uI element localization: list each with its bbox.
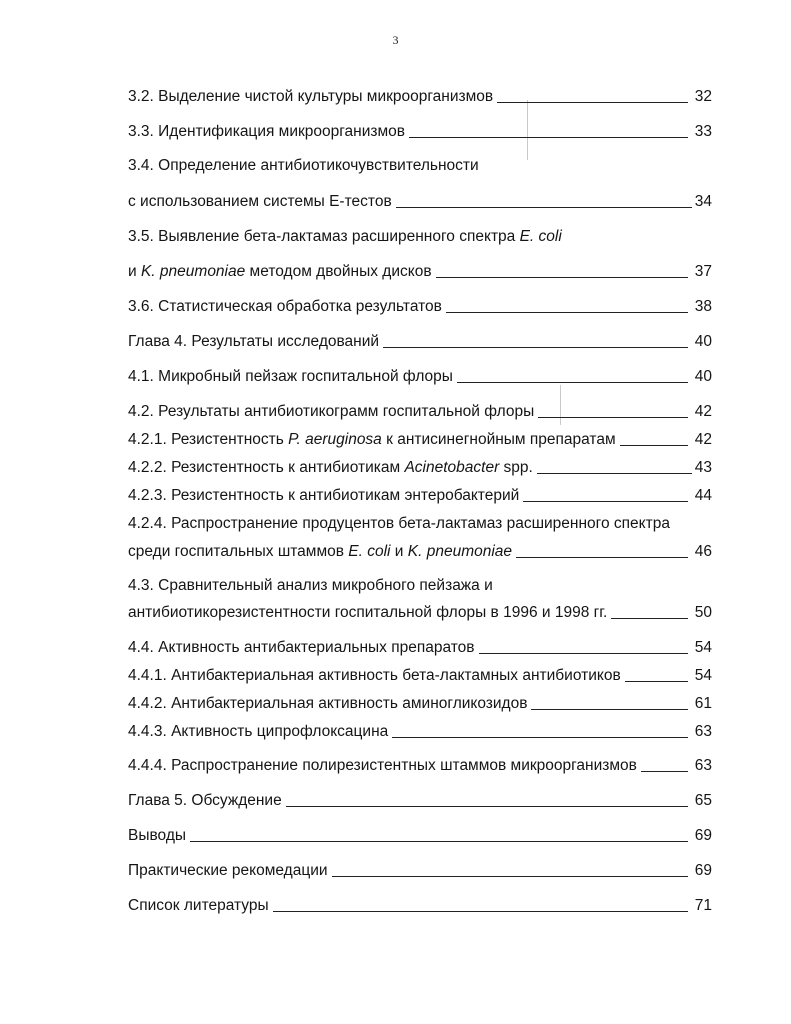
toc-entry[interactable] — [128, 425, 712, 449]
toc-entry-page: 38 — [694, 298, 712, 315]
toc-entry-title: 4.4.2. Антибактериальная активность аминогликозидов — [128, 695, 528, 712]
toc-entry[interactable] — [128, 257, 712, 281]
toc-entry-title: 3.5. Выявление бета-лактамаз расширенного спектра E. coli — [128, 228, 562, 245]
toc-entry-page: 50 — [694, 604, 712, 621]
page-number: 3 — [392, 33, 399, 47]
toc-entry-page: 33 — [694, 123, 712, 140]
dot-leader — [392, 736, 688, 738]
dot-leader — [641, 770, 688, 772]
dot-leader — [620, 444, 688, 446]
toc-entry-title: Практические рекомедации — [128, 862, 328, 879]
toc-entry[interactable] — [128, 187, 712, 211]
dot-leader — [625, 680, 688, 682]
dot-leader — [332, 875, 688, 877]
toc-entry[interactable] — [128, 117, 712, 141]
toc-entry-page: 71 — [694, 897, 712, 914]
toc-entry-page: 32 — [694, 88, 712, 105]
dot-leader — [497, 101, 688, 103]
toc-entry-page: 40 — [694, 333, 712, 350]
dot-leader — [396, 206, 692, 208]
toc-entry-page: 54 — [694, 639, 712, 656]
toc-entry-title: 3.6. Статистическая обработка результатов — [128, 298, 442, 315]
toc-entry[interactable] — [128, 633, 712, 657]
toc-entry[interactable] — [128, 717, 712, 741]
toc-entry[interactable] — [128, 891, 712, 915]
toc-entry-page: 69 — [694, 827, 712, 844]
toc-entry[interactable] — [128, 537, 712, 561]
dot-leader — [457, 381, 688, 383]
toc-entry-page: 69 — [694, 862, 712, 879]
toc-entry-page: 61 — [694, 695, 712, 712]
toc-entry-page: 63 — [694, 723, 712, 740]
dot-leader — [383, 346, 688, 348]
toc-entry[interactable] — [128, 509, 712, 533]
toc-entry-page: 42 — [694, 403, 712, 420]
toc-entry-page: 37 — [694, 263, 712, 280]
toc-entry-title: 4.1. Микробный пейзаж госпитальной флоры — [128, 368, 453, 385]
toc-entry-page: 42 — [694, 431, 712, 448]
toc-entry-title: 4.2.4. Распространение продуцентов бета-лактамаз расширенного спектра — [128, 515, 670, 532]
toc-entry-title: 4.4.1. Антибактериальная активность бета-лактамных антибиотиков — [128, 667, 621, 684]
toc-entry[interactable] — [128, 292, 712, 316]
toc-entry-title: Глава 4. Результаты исследований — [128, 333, 380, 350]
toc-entry-title: 4.2.3. Резистентность к антибиотикам энтеробактерий — [128, 487, 520, 504]
toc-entry[interactable] — [128, 786, 712, 810]
toc-entry[interactable] — [128, 751, 712, 775]
toc-entry-title: 3.2. Выделение чистой культуры микроорганизмов — [128, 88, 494, 105]
toc-entry[interactable] — [128, 82, 712, 106]
toc-entry[interactable] — [128, 689, 712, 713]
toc-entry-page: 40 — [694, 368, 712, 385]
toc-entry-title: 4.2.1. Резистентность P. aeruginosa к антисинегнойным препаратам — [128, 431, 616, 448]
toc-entry-page: 63 — [694, 757, 712, 774]
toc-entry-title: 4.4. Активность антибактериальных препаратов — [128, 639, 475, 656]
toc-entry-page: 44 — [694, 487, 712, 504]
toc-entry[interactable] — [128, 481, 712, 505]
toc-entry-page: 65 — [694, 792, 712, 809]
toc-entry[interactable] — [128, 571, 712, 595]
toc-entry-title: 4.3. Сравнительный анализ микробного пейзажа и — [128, 577, 493, 594]
toc-entry-page: 46 — [694, 543, 712, 560]
toc-entry-title: Выводы — [128, 827, 187, 844]
dot-leader — [446, 311, 688, 313]
dot-leader — [286, 805, 688, 807]
toc-entry-title: Список литературы — [128, 897, 269, 914]
toc-entry[interactable] — [128, 397, 712, 421]
toc-entry-page: 43 — [694, 459, 712, 476]
toc-entry[interactable] — [128, 453, 712, 477]
toc-entry[interactable] — [128, 362, 712, 386]
toc-entry-title: 4.4.3. Активность ципрофлоксацина — [128, 723, 389, 740]
toc-entry-title: 4.2.2. Резистентность к антибиотикам Acinetobacter spp. — [128, 459, 533, 476]
toc-entry[interactable] — [128, 151, 712, 175]
dot-leader — [538, 416, 688, 418]
dot-leader — [531, 708, 688, 710]
toc-entry[interactable] — [128, 856, 712, 880]
dot-leader — [273, 910, 688, 912]
dot-leader — [611, 617, 688, 619]
toc-entry[interactable] — [128, 327, 712, 351]
toc-entry-page: 54 — [694, 667, 712, 684]
toc-entry-page: 34 — [694, 193, 712, 210]
dot-leader — [190, 840, 688, 842]
toc-entry-title: с использованием системы Е-тестов — [128, 193, 392, 210]
dot-leader — [523, 500, 688, 502]
dot-leader — [537, 472, 692, 474]
toc-entry-title: антибиотикорезистентности госпитальной флоры в 1996 и 1998 гг. — [128, 604, 608, 621]
dot-leader — [436, 276, 688, 278]
toc-entry[interactable] — [128, 598, 712, 622]
toc-entry-title: 4.4.4. Распространение полирезистентных штаммов микроорганизмов — [128, 757, 637, 774]
toc-entry-title: Глава 5. Обсуждение — [128, 792, 282, 809]
dot-leader — [479, 652, 688, 654]
toc-entry-title: 3.4. Определение антибиотикочувствительности — [128, 157, 479, 174]
dot-leader — [516, 556, 688, 558]
toc-entry-title: 4.2. Результаты антибиотикограмм госпитальной флоры — [128, 403, 535, 420]
toc-entry[interactable] — [128, 661, 712, 685]
toc-entry-title: и K. pneumoniae методом двойных дисков — [128, 263, 432, 280]
toc-entry-title: 3.3. Идентификация микроорганизмов — [128, 123, 406, 140]
toc-entry[interactable] — [128, 821, 712, 845]
dot-leader — [409, 136, 688, 138]
toc-entry-title: среди госпитальных штаммов E. coli и K. pneumoniae — [128, 543, 513, 560]
toc-entry[interactable] — [128, 222, 712, 246]
